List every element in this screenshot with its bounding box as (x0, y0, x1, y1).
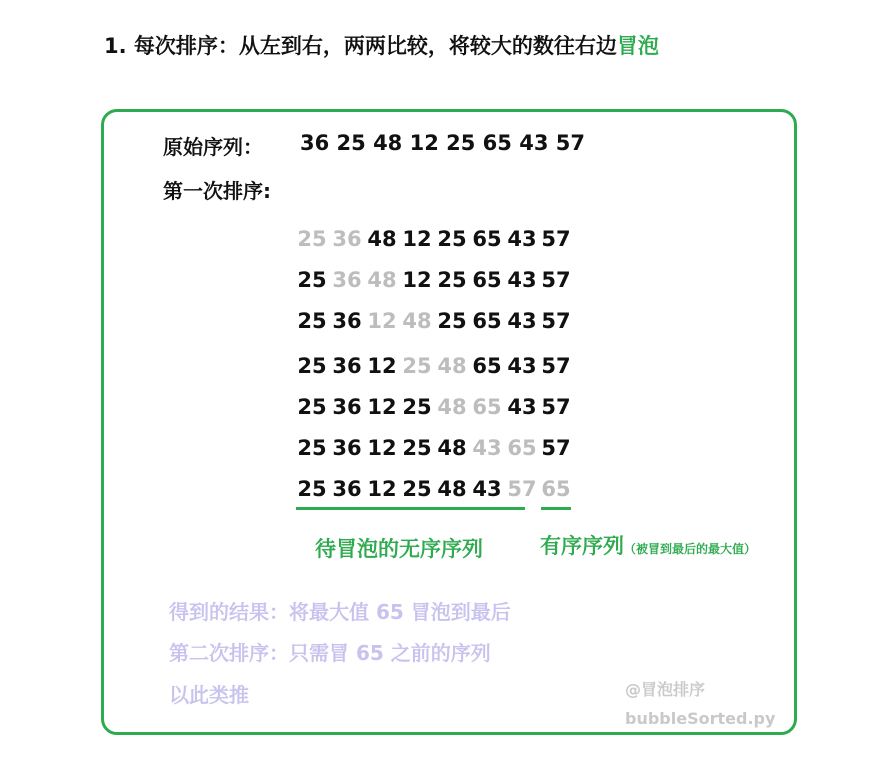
sequence-number: 25 (437, 268, 467, 292)
sequence-number: 65 (472, 309, 502, 333)
sequence-number: 48 (437, 477, 467, 501)
sequence-number: 36 (332, 436, 362, 460)
sequence-number: 48 (437, 395, 467, 419)
sequence-number: 36 (332, 477, 362, 501)
sequence-number: 25 (402, 354, 432, 378)
sequence-number: 65 (472, 395, 502, 419)
sequence-number: 43 (507, 395, 537, 419)
sequence-number: 43 (472, 436, 502, 460)
sequence-number: 36 (332, 268, 362, 292)
sequence-number: 12 (367, 477, 397, 501)
sequence-number: 25 (437, 227, 467, 251)
sequence-number: 12 (402, 268, 432, 292)
sorted-label-text: 有序序列 (540, 534, 624, 558)
sequence-number: 57 (541, 436, 571, 460)
sequence-number: 65 (472, 354, 502, 378)
and-so-on-note: 以此类推 (169, 683, 249, 707)
sequence-number: 25 (297, 309, 327, 333)
sequence-number: 12 (367, 436, 397, 460)
watermark-file: bubbleSorted.py (625, 709, 776, 728)
sequence-number: 57 (541, 354, 571, 378)
section-title (104, 30, 659, 60)
sequence-number: 12 (402, 227, 432, 251)
sorted-label (540, 530, 756, 560)
first-pass-label: 第一次排序: (163, 179, 271, 203)
sequence-number: 25 (402, 436, 432, 460)
sequence-number: 43 (507, 309, 537, 333)
sequence-number: 43 (507, 227, 537, 251)
sequence-number: 25 (297, 227, 327, 251)
sequence-number: 43 (507, 354, 537, 378)
sequence-number: 57 (541, 227, 571, 251)
watermark-handle: @冒泡排序 (625, 680, 706, 699)
sequence-number: 36 (332, 395, 362, 419)
sequence-number: 48 (437, 436, 467, 460)
sequence-number: 57 (507, 477, 537, 501)
sequence-number: 36 (332, 354, 362, 378)
sequence-number: 25 (402, 395, 432, 419)
sequence-number: 25 (297, 477, 327, 501)
sorted-note: （被冒到最后的最大值） (624, 542, 757, 556)
sequence-number: 43 (472, 477, 502, 501)
sequence-number: 12 (367, 395, 397, 419)
sequence-number: 57 (541, 309, 571, 333)
sequence-number: 48 (367, 268, 397, 292)
sequence-number: 65 (472, 227, 502, 251)
sequence-number: 57 (541, 395, 571, 419)
sequence-number: 65 (472, 268, 502, 292)
sequence-number: 36 (332, 227, 362, 251)
title-highlight: 冒泡 (616, 34, 659, 58)
sequence-number: 12 (367, 309, 397, 333)
sequence-number: 36 (332, 309, 362, 333)
sequence-number: 25 (402, 477, 432, 501)
result-note: 得到的结果：将最大值 65 冒泡到最后 (169, 600, 511, 624)
sorted-underline (541, 507, 571, 510)
sequence-number: 57 (541, 268, 571, 292)
sequence-number: 43 (507, 268, 537, 292)
second-pass-note: 第二次排序：只需冒 65 之前的序列 (169, 641, 491, 665)
sequence-number: 25 (297, 436, 327, 460)
sequence-number: 48 (437, 354, 467, 378)
sequence-number: 65 (541, 477, 571, 501)
unsorted-underline (296, 507, 525, 510)
sequence-number: 48 (402, 309, 432, 333)
unsorted-label: 待冒泡的无序序列 (315, 537, 483, 561)
sequence-number: 12 (367, 354, 397, 378)
sequence-number: 25 (297, 268, 327, 292)
sequence-number: 25 (437, 309, 467, 333)
original-sequence: 36 25 48 12 25 65 43 57 (300, 131, 585, 155)
sequence-number: 48 (367, 227, 397, 251)
sequence-number: 25 (297, 354, 327, 378)
sequence-number: 25 (297, 395, 327, 419)
original-label: 原始序列： (163, 135, 263, 159)
title-text: 1. 每次排序：从左到右，两两比较，将较大的数往右边 (104, 34, 617, 58)
sequence-number: 65 (507, 436, 537, 460)
